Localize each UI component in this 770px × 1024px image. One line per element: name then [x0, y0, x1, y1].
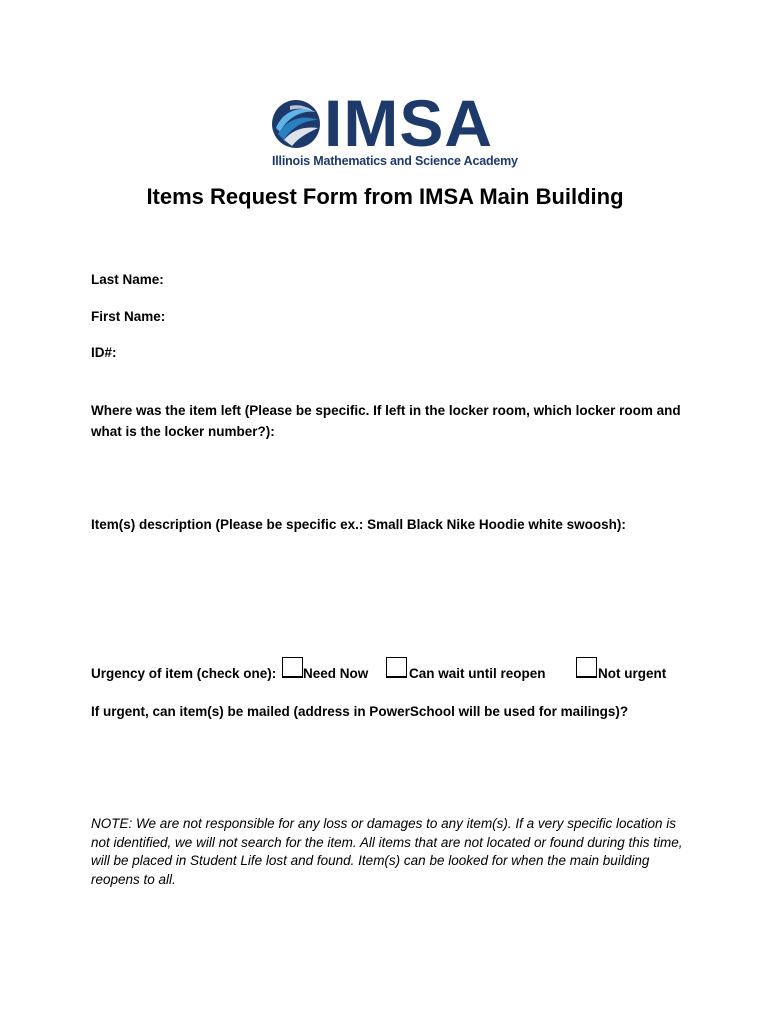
- description-question: Item(s) description (Please be specific ex.: Small Black Nike Hoodie white swoosh):: [91, 517, 626, 532]
- imsa-logo: [268, 86, 518, 174]
- not-urgent-label: Not urgent: [598, 666, 667, 681]
- urgency-label: Urgency of item (check one):: [91, 666, 277, 681]
- mail-question: If urgent, can item(s) be mailed (address in PowerSchool will be used for mailings)?: [91, 704, 629, 719]
- note-paragraph: NOTE: We are not responsible for any loss or damages to any item(s). If a very specific location is not identified, we will not search for the item. All items that are not located or found during this time, will be placed in Student Life lost and found. Item(s) can be looked for when the main building reopens to all.: [91, 816, 683, 887]
- logo-subtitle: Illinois Mathematics and Science Academy: [272, 154, 518, 168]
- can-wait-label: Can wait until reopen: [409, 666, 546, 681]
- logo-wordmark: IMSA: [324, 86, 493, 160]
- not-urgent-checkbox[interactable]: [576, 657, 597, 678]
- need-now-checkbox[interactable]: [282, 657, 303, 678]
- need-now-label: Need Now: [303, 666, 369, 681]
- imsa-swirl-logo-icon: [270, 98, 322, 150]
- last-name-label: Last Name:: [91, 272, 164, 287]
- id-label: ID#:: [91, 345, 117, 360]
- page-title: Items Request Form from IMSA Main Building: [146, 184, 624, 209]
- first-name-label: First Name:: [91, 309, 166, 324]
- can-wait-checkbox[interactable]: [386, 657, 407, 678]
- location-question: Where was the item left (Please be specific. If left in the locker room, which locker room and what is the locker number?):: [91, 403, 681, 439]
